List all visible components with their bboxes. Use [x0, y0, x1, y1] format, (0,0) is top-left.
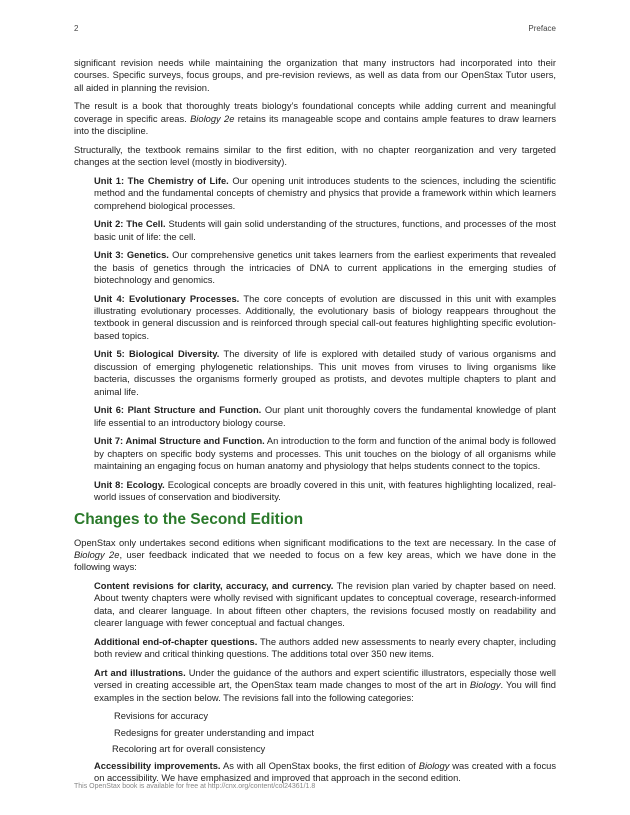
change-content-revisions: Content revisions for clarity, accuracy, and currency. The revision plan varied by chapter based on need. About twenty chapters were wholly revised with significant updates to conceptual coverage, research-informed data, and clearer language. In about fifteen other chapters, the revisions focused mostly on readability and clearer language with fewer conceptual and factual changes. [94, 581, 557, 629]
change-end-of-chapter: Additional end-of-chapter questions. The authors added new assessments to nearly every chapter, including both review and critical thinking questions. The additions total over 350 new items. [94, 636, 556, 660]
footer-note: This OpenStax book is available for free at http://cnx.org/content/col24361/1.8 [74, 783, 316, 790]
result-paragraph: The result is a book that thoroughly treats biology’s foundational concepts while adding current and meaningful coverage in specific areas. Biology 2e retains its manageable scope and contains ample features to draw learners into the discipline. [74, 101, 556, 137]
change-accessibility: Accessibility improvements. As with all OpenStax books, the first edition of Biology was created with a focus on accessibility. We have emphasized and improved that approach in the second edition. [94, 760, 556, 783]
book-title: Biology 2e [74, 550, 120, 561]
art-category: Redesigns for greater understanding and impact [114, 727, 314, 738]
art-category: Recoloring art for overall consistency [112, 744, 266, 755]
page-content [74, 57, 556, 791]
section-heading: Changes to the Second Edition [74, 510, 304, 528]
unit-7: Unit 7: Animal Structure and Function. An introduction to the form and function of the animal body is followed by chapters on specific body systems and processes. This unit touches on the biology of all organisms while maintaining an engaging focus on human anatomy and physiology that helps students connect to the topics. [94, 436, 556, 472]
unit-1: Unit 1: The Chemistry of Life. Our opening unit introduces students to the sciences, including the scientific method and the fundamental concepts of chemistry and physics that provide a framework within which learners comprehend biological processes. [94, 175, 556, 211]
changes-intro: OpenStax only undertakes second editions when significant modifications to the text are necessary. In the case of Biology 2e, user feedback indicated that we needed to focus on a few key areas, which we have done in the following ways: [74, 537, 556, 573]
change-art: Art and illustrations. Under the guidance of the authors and expert scientific illustrators, especially those well versed in creating accessible art, the OpenStax team made changes to most of the art in Biology. You will find examples in the section below. The revisions fall into the following categories: [94, 667, 557, 703]
unit-2: Unit 2: The Cell. Students will gain solid understanding of the structures, functions, and processes of the most basic unit of life: the cell. [94, 219, 556, 242]
book-title: Biology [418, 760, 450, 771]
unit-6: Unit 6: Plant Structure and Function. Our plant unit thoroughly covers the fundamental knowledge of plant life essential to an introductory biology course. [94, 405, 556, 428]
unit-4: Unit 4: Evolutionary Processes. The core concepts of evolution are discussed in this unit with examples illustrating evolutionary processes. Additionally, the evolutionary basis of biology reappears throughout the textbook in general discussion and is reinforced through special call-out features highlighting specific evolution-based topics. [94, 293, 557, 341]
unit-3: Unit 3: Genetics. Our comprehensive genetics unit takes learners from the earliest experiments that revealed the basis of genetics through the intricacies of DNA to current applications in the emerging studies of biotechnology and genomics. [94, 250, 556, 286]
unit-8: Unit 8: Ecology. Ecological concepts are broadly covered in this unit, with features highlighting localized, real-world issues of conservation and biodiversity. [94, 479, 556, 503]
running-header: Preface [528, 24, 556, 33]
unit-5: Unit 5: Biological Diversity. The diversity of life is explored with detailed study of various organisms and discussion of emerging phylogenetic relationships. This unit moves from viruses to living organisms like bacteria, discusses the organisms formerly grouped as protists, and devotes multiple chapters to plant and animal life. [94, 349, 556, 397]
book-title: Biology [469, 680, 501, 691]
page-number: 2 [74, 24, 79, 33]
art-category: Revisions for accuracy [114, 711, 208, 722]
book-title: Biology 2e [190, 113, 235, 124]
structure-paragraph: Structurally, the textbook remains similar to the first edition, with no chapter reorganization and very targeted changes at the section level (mostly in biodiversity). [74, 144, 556, 168]
intro-paragraph: significant revision needs while maintaining the organization that many instructors had incorporated into their courses. Specific surveys, focus groups, and pre-revision reviews, as well as data from our OpenStax Tutor users, all aided in planning the revision. [74, 58, 556, 93]
